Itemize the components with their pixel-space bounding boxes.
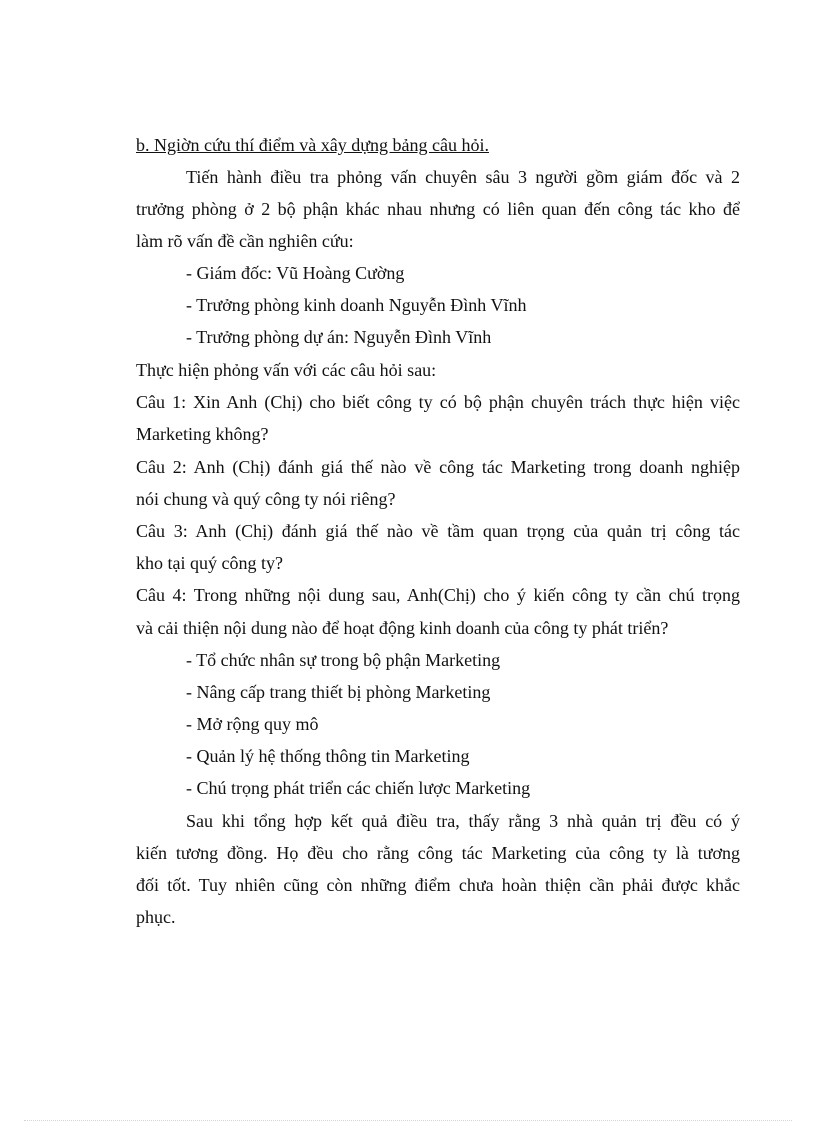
question-4-line: Câu 4: Trong những nội dung sau, Anh(Chị) cho ý kiến công ty cần chú trọng bbox=[136, 585, 740, 605]
question-2-line: Câu 2: Anh (Chị) đánh giá thế nào về công tác Marketing trong doanh nghiệp bbox=[136, 457, 740, 477]
section-heading: b. Ngiờn cứu thí điểm và xây dựng bảng câu hỏi. bbox=[136, 135, 489, 155]
option-item: - Nâng cấp trang thiết bị phòng Marketing bbox=[186, 682, 491, 702]
interviewee-item: - Trưởng phòng dự án: Nguyễn Đình Vĩnh bbox=[186, 327, 492, 347]
interviewee-item: - Trưởng phòng kinh doanh Nguyễn Đình Vĩnh bbox=[186, 295, 527, 315]
conclusion-paragraph-line: Sau khi tổng hợp kết quả điều tra, thấy rằng 3 nhà quản trị đều có ý bbox=[186, 811, 740, 831]
option-item: - Mở rộng quy mô bbox=[186, 714, 319, 734]
question-3-line: Câu 3: Anh (Chị) đánh giá thế nào về tầm quan trọng của quản trị công tác bbox=[136, 521, 740, 541]
question-2-line: nói chung và quý công ty nói riêng? bbox=[136, 489, 396, 509]
option-item: - Quản lý hệ thống thông tin Marketing bbox=[186, 746, 470, 766]
intro-paragraph-line: trưởng phòng ở 2 bộ phận khác nhau nhưng có liên quan đến công tác kho để bbox=[136, 199, 740, 219]
questions-intro: Thực hiện phỏng vấn với các câu hỏi sau: bbox=[136, 360, 437, 380]
intro-paragraph-line: làm rõ vấn đề cần nghiên cứu: bbox=[136, 231, 354, 251]
question-4-line: và cải thiện nội dung nào để hoạt động kinh doanh của công ty phát triển? bbox=[136, 618, 669, 638]
question-3-line: kho tại quý công ty? bbox=[136, 553, 283, 573]
interviewee-item: - Giám đốc: Vũ Hoàng Cường bbox=[186, 263, 405, 283]
conclusion-paragraph-line: phục. bbox=[136, 907, 176, 927]
conclusion-paragraph-line: đối tốt. Tuy nhiên cũng còn những điểm chưa hoàn thiện cần phải được khắc bbox=[136, 875, 740, 895]
question-1-line: Câu 1: Xin Anh (Chị) cho biết công ty có bộ phận chuyên trách thực hiện việc bbox=[136, 392, 740, 412]
option-item: - Tổ chức nhân sự trong bộ phận Marketing bbox=[186, 650, 501, 670]
option-item: - Chú trọng phát triển các chiến lược Marketing bbox=[186, 778, 531, 798]
question-1-line: Marketing không? bbox=[136, 424, 269, 444]
page-bottom-divider bbox=[24, 1120, 792, 1121]
intro-paragraph-line: Tiến hành điều tra phỏng vấn chuyên sâu 3 người gồm giám đốc và 2 bbox=[186, 167, 740, 187]
conclusion-paragraph-line: kiến tương đồng. Họ đều cho rằng công tác Marketing của công ty là tương bbox=[136, 843, 740, 863]
